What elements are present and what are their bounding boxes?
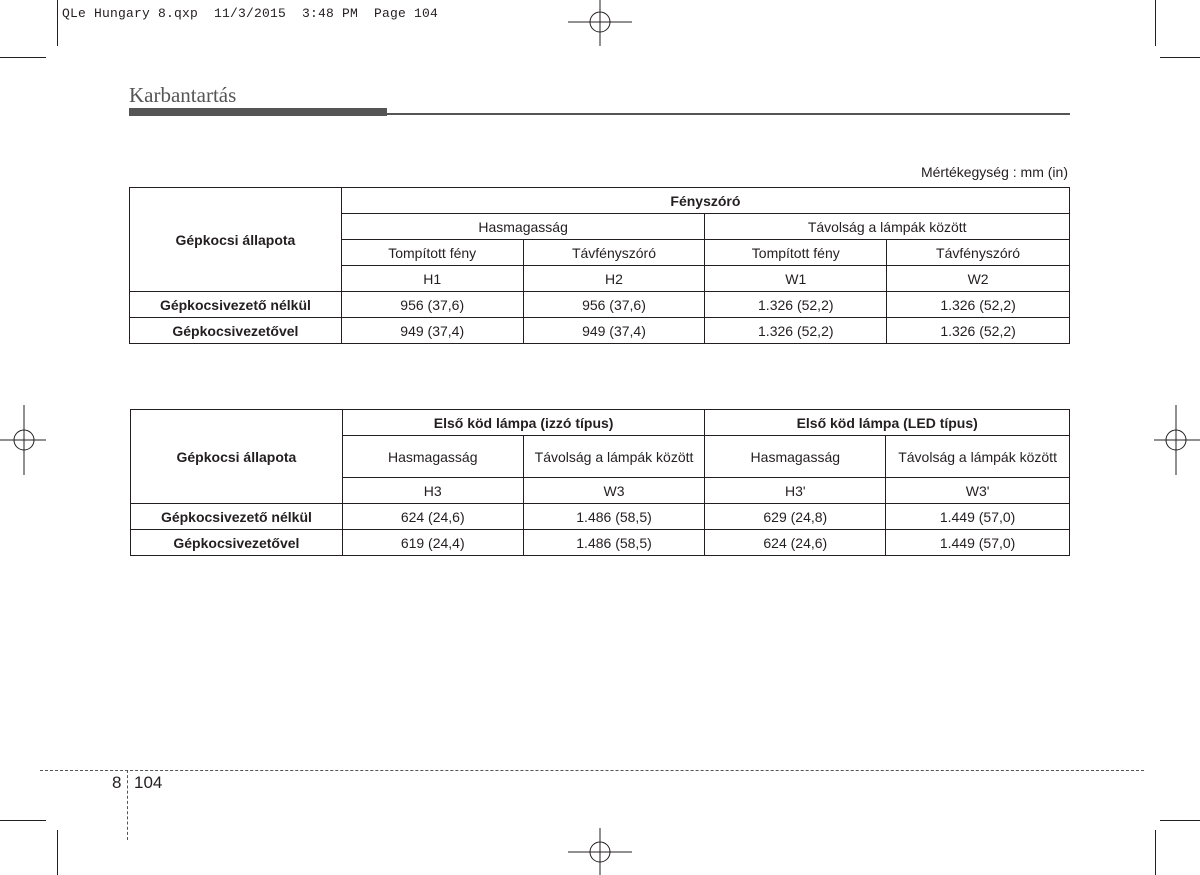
headlamp-group-header: Fényszóró — [341, 188, 1069, 214]
registration-mark-icon — [0, 405, 46, 475]
code-header: H2 — [523, 266, 705, 292]
row-label: Gépkocsivezető nélkül — [130, 292, 342, 318]
crop-mark — [0, 820, 46, 821]
code-header: H1 — [341, 266, 523, 292]
crop-mark — [57, 830, 58, 875]
headlamp-aiming-table — [129, 187, 1070, 344]
table-row — [131, 504, 1070, 530]
footer-page-divider — [127, 770, 128, 840]
registration-mark-icon — [1154, 405, 1200, 475]
table-cell: 624 (24,6) — [705, 530, 886, 556]
code-header: H3' — [705, 478, 886, 504]
table-row — [130, 292, 1070, 318]
table-cell: 624 (24,6) — [342, 504, 523, 530]
distance-sub-header: Távolság a lámpák között — [523, 436, 705, 478]
light-type-header: Távfényszóró — [887, 240, 1070, 266]
table-cell: 1.486 (58,5) — [523, 530, 705, 556]
registration-mark-icon — [568, 828, 632, 875]
crop-mark — [1155, 0, 1156, 46]
table-cell: 629 (24,8) — [705, 504, 886, 530]
page-number: 104 — [134, 773, 163, 792]
vehicle-state-header: Gépkocsi állapota — [130, 188, 342, 292]
table-cell: 1.449 (57,0) — [886, 504, 1070, 530]
light-type-header: Tompított fény — [341, 240, 523, 266]
chapter-number: 8 — [112, 773, 122, 792]
table-cell: 949 (37,4) — [523, 318, 705, 344]
crop-mark — [0, 57, 46, 58]
registration-mark-icon — [568, 0, 632, 46]
code-header: H3 — [342, 478, 523, 504]
fog-lamp-aiming-table — [130, 409, 1070, 556]
distance-sub-header: Távolság a lámpák között — [886, 436, 1070, 478]
height-sub-header: Hasmagasság — [705, 436, 886, 478]
title-underline-bar — [129, 108, 387, 116]
height-sub-header: Hasmagasság — [342, 436, 523, 478]
table-row — [130, 318, 1070, 344]
table-cell: 1.326 (52,2) — [705, 318, 887, 344]
table-cell: 956 (37,6) — [341, 292, 523, 318]
distance-sub-header: Távolság a lámpák között — [705, 214, 1070, 240]
unit-note: Mértékegység : mm (in) — [920, 164, 1068, 180]
vehicle-state-header: Gépkocsi állapota — [131, 410, 343, 504]
crop-mark — [1160, 820, 1200, 821]
table-cell: 1.326 (52,2) — [887, 318, 1070, 344]
code-header: W1 — [705, 266, 887, 292]
table-cell: 956 (37,6) — [523, 292, 705, 318]
table-cell: 949 (37,4) — [341, 318, 523, 344]
code-header: W3 — [523, 478, 705, 504]
table-cell: 1.486 (58,5) — [523, 504, 705, 530]
section-title: Karbantartás — [129, 83, 237, 107]
table-cell: 1.326 (52,2) — [887, 292, 1070, 318]
code-header: W2 — [887, 266, 1070, 292]
title-underline-rule — [387, 113, 1070, 115]
row-label: Gépkocsivezetővel — [130, 318, 342, 344]
row-label: Gépkocsivezetővel — [131, 530, 343, 556]
table-cell: 619 (24,4) — [342, 530, 523, 556]
row-label: Gépkocsivezető nélkül — [131, 504, 343, 530]
crop-mark — [1160, 57, 1200, 58]
light-type-header: Távfényszóró — [523, 240, 705, 266]
table-cell: 1.449 (57,0) — [886, 530, 1070, 556]
crop-mark — [57, 0, 58, 46]
table-row — [131, 530, 1070, 556]
print-slug: QLe Hungary 8.qxp 11/3/2015 3:48 PM Page 104 — [62, 6, 439, 21]
table-cell: 1.326 (52,2) — [705, 292, 887, 318]
fog-lamp-led-group-header: Első köd lámpa (LED típus) — [705, 410, 1070, 436]
light-type-header: Tompított fény — [705, 240, 887, 266]
fog-lamp-bulb-group-header: Első köd lámpa (izzó típus) — [342, 410, 705, 436]
footer-divider — [40, 770, 1144, 771]
height-sub-header: Hasmagasság — [341, 214, 705, 240]
code-header: W3' — [886, 478, 1070, 504]
crop-mark — [1155, 830, 1156, 875]
